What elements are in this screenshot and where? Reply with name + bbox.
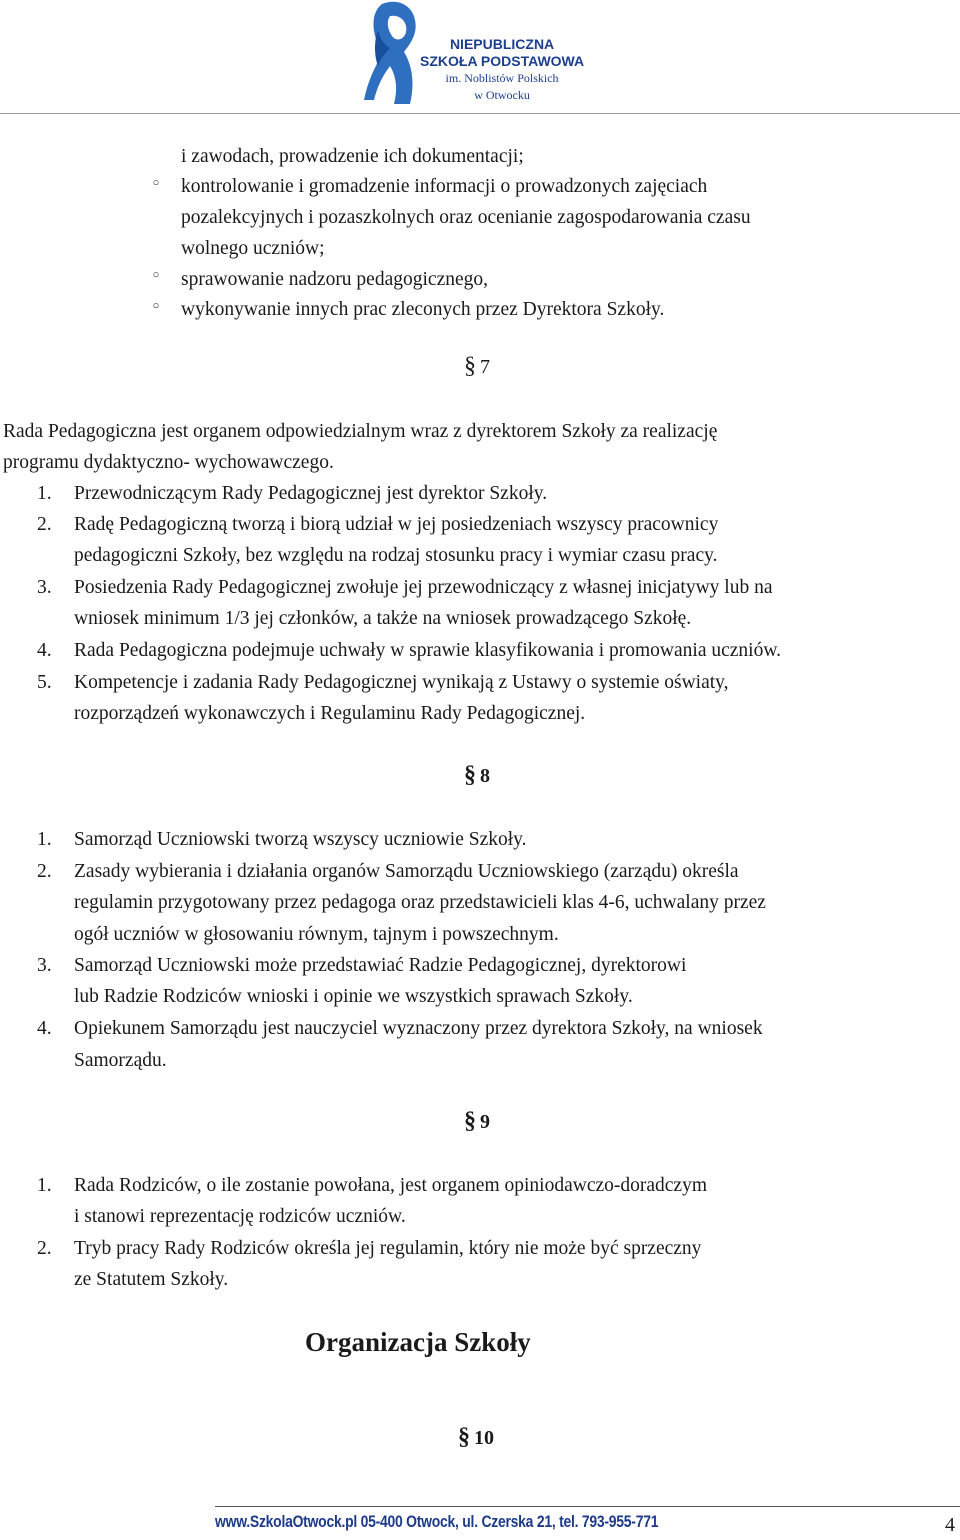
chapter-heading: Organizacja Szkoły — [305, 1327, 531, 1357]
section-7-intro-line: programu dydaktyczno- wychowawczego. — [3, 452, 334, 473]
item-number: 4. — [37, 1018, 52, 1039]
list-item-continuation: i zawodach, prowadzenie ich dokumentacji; — [181, 146, 524, 167]
logo-text — [420, 36, 584, 104]
section-number: 7 — [480, 356, 490, 378]
list-item: wykonywanie innych prac zleconych przez Dyrektora Szkoły. — [181, 299, 665, 320]
footer-divider — [215, 1506, 960, 1507]
list-item-text: Opiekunem Samorządu jest nauczyciel wyznaczony przez dyrektora Szkoły, na wniosek — [74, 1018, 763, 1039]
list-item-text: Rada Pedagogiczna podejmuje uchwały w sprawie klasyfikowania i promowania uczniów. — [74, 640, 782, 661]
bullet-icon: ◦ — [151, 297, 162, 317]
list-item-line: wolnego uczniów; — [181, 238, 325, 259]
section-number: 10 — [474, 1427, 494, 1449]
list-item-text: Samorządu. — [74, 1050, 167, 1071]
bullet-icon: ◦ — [151, 266, 162, 286]
list-item-text: ze Statutem Szkoły. — [74, 1269, 229, 1290]
list-item: sprawowanie nadzoru pedagogicznego, — [181, 269, 489, 290]
section-symbol: § — [464, 353, 476, 379]
section-symbol: § — [458, 1424, 470, 1450]
list-item: kontrolowanie i gromadzenie informacji o prowadzonych zajęciach — [181, 176, 708, 197]
list-item-text: Samorząd Uczniowski może przedstawiać Radzie Pedagogicznej, dyrektorowi — [74, 955, 687, 976]
item-number: 3. — [37, 955, 52, 976]
list-item-line: pozalekcyjnych i pozaszkolnych oraz ocenianie zagospodarowania czasu — [181, 207, 751, 228]
section-7-intro-line: Rada Pedagogiczna jest organem odpowiedzialnym wraz z dyrektorem Szkoły za realizację — [3, 421, 718, 442]
item-number: 1. — [37, 483, 52, 504]
list-item-text: Zasady wybierania i działania organów Samorządu Uczniowskiego (zarządu) określa — [74, 861, 739, 882]
section-heading-8 — [464, 762, 490, 789]
item-number: 4. — [37, 640, 52, 661]
item-number: 2. — [37, 1238, 52, 1259]
list-item-text: rozporządzeń wykonawczych i Regulaminu Rady Pedagogicznej. — [74, 703, 586, 724]
bullet-icon: ◦ — [151, 174, 162, 194]
item-number: 2. — [37, 514, 52, 535]
section-number: 9 — [480, 1111, 490, 1133]
page-number: 4 — [945, 1514, 955, 1536]
list-item-text: pedagogiczni Szkoły, bez względu na rodzaj stosunku pracy i wymiar czasu pracy. — [74, 545, 718, 566]
list-item-text: Posiedzenia Rady Pedagogicznej zwołuje jej przewodniczący z własnej inicjatywy lub na — [74, 577, 773, 598]
footer-contact: www.SzkolaOtwock.pl 05-400 Otwock, ul. Czerska 21, tel. 793-955-771 — [215, 1512, 659, 1531]
item-number: 3. — [37, 577, 52, 598]
section-number: 8 — [480, 765, 490, 787]
list-item-text: Samorząd Uczniowski tworzą wszyscy uczniowie Szkoły. — [74, 829, 527, 850]
list-item-text: Kompetencje i zadania Rady Pedagogicznej wynikają z Ustawy o systemie oświaty, — [74, 672, 729, 693]
list-item-text: wniosek minimum 1/3 jej członków, a także na wniosek prowadzącego Szkołę. — [74, 608, 692, 629]
list-item-text: Radę Pedagogiczną tworzą i biorą udział w jej posiedzeniach wszyscy pracownicy — [74, 514, 719, 535]
logo-line-3: im. Noblistów Polskich — [445, 71, 559, 85]
logo-line-2: SZKOŁA PODSTAWOWA — [420, 53, 585, 69]
item-number: 2. — [37, 861, 52, 882]
logo-line-1: NIEPUBLICZNA — [449, 36, 555, 52]
header-divider — [0, 113, 960, 114]
item-number: 1. — [37, 829, 52, 850]
list-item-text: regulamin przygotowany przez pedagoga oraz przedstawicieli klas 4-6, uchwalany przez — [74, 892, 766, 913]
item-number: 5. — [37, 672, 52, 693]
section-symbol: § — [464, 1108, 476, 1134]
section-heading-10 — [458, 1424, 494, 1451]
list-item-text: Przewodniczącym Rady Pedagogicznej jest dyrektor Szkoły. — [74, 483, 548, 504]
list-item-text: Rada Rodziców, o ile zostanie powołana, jest organem opiniodawczo-doradczym — [74, 1175, 708, 1196]
logo-line-4: w Otwocku — [474, 88, 530, 102]
list-item-text: Tryb pracy Rady Rodziców określa jej regulamin, który nie może być sprzeczny — [74, 1238, 702, 1259]
section-heading-7 — [464, 353, 490, 380]
section-heading-9 — [464, 1108, 490, 1135]
section-symbol: § — [464, 762, 476, 788]
list-item-text: ogół uczniów w głosowaniu równym, tajnym i powszechnym. — [74, 924, 559, 945]
list-item-text: lub Radzie Rodziców wnioski i opinie we wszystkich sprawach Szkoły. — [74, 986, 633, 1007]
list-item-text: i stanowi reprezentację rodziców uczniów. — [74, 1206, 406, 1227]
item-number: 1. — [37, 1175, 52, 1196]
